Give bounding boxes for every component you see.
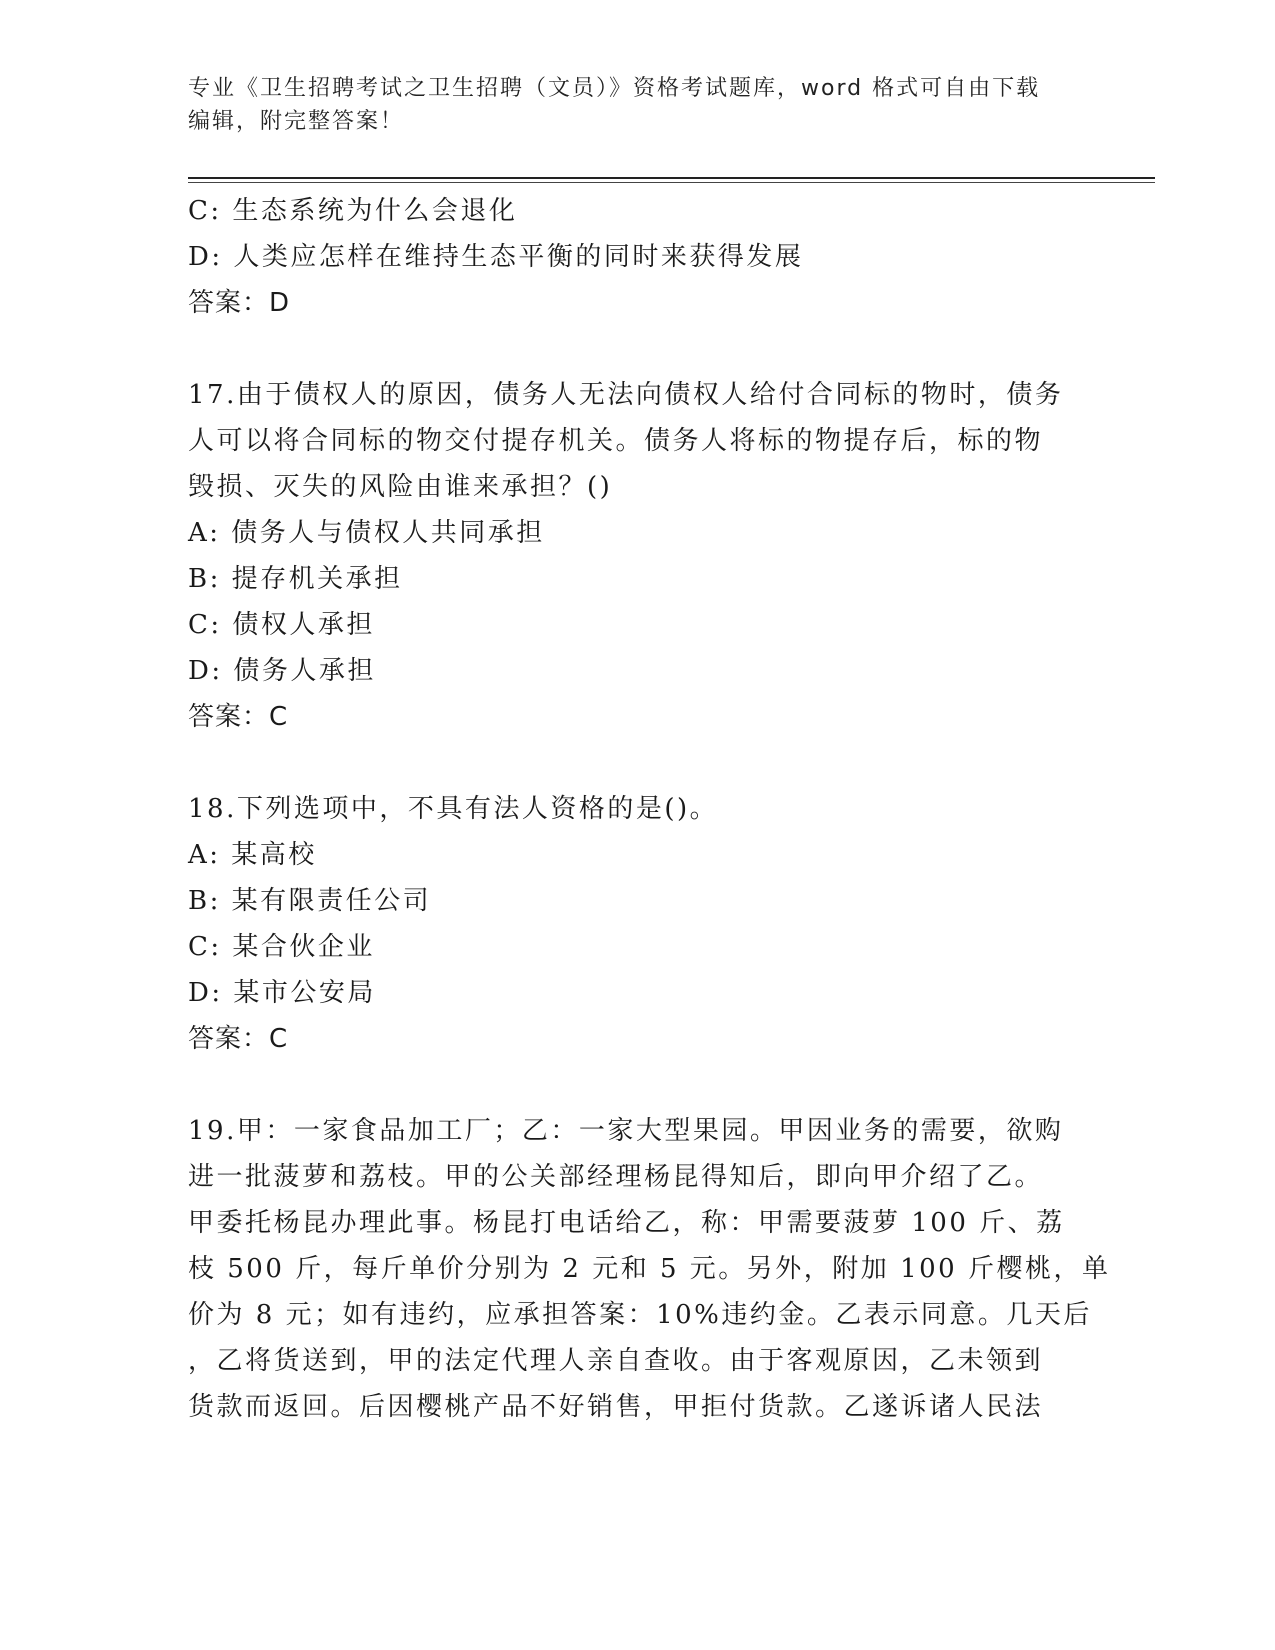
option-a: A: 某高校 (188, 840, 317, 870)
spacer (188, 740, 1088, 786)
document-header (188, 72, 1088, 138)
option-d: D: 债务人承担 (188, 656, 376, 686)
question-stem-line: ，乙将货送到，甲的法定代理人亲自查收。由于客观原因，乙未领到 (188, 1346, 1044, 1376)
spacer (188, 326, 1088, 372)
answer-label: 答案：D (188, 288, 291, 318)
answer-label: 答案：C (188, 702, 289, 732)
question-18 (188, 786, 1088, 1062)
option-c: C: 债权人承担 (188, 610, 375, 640)
question-stem-line: 价为 8 元；如有违约，应承担答案：10%违约金。乙表示同意。几天后 (188, 1300, 1092, 1330)
question-stem-line: 枝 500 斤，每斤单价分别为 2 元和 5 元。另外，附加 100 斤樱桃，单 (188, 1254, 1111, 1284)
option-c: C: 生态系统为什么会退化 (188, 196, 518, 226)
option-b: B: 某有限责任公司 (188, 886, 432, 916)
option-a: A: 债务人与债权人共同承担 (188, 518, 545, 548)
question-17 (188, 372, 1088, 740)
option-d: D: 人类应怎样在维持生态平衡的同时来获得发展 (188, 242, 804, 272)
question-19 (188, 1108, 1111, 1430)
answer-label: 答案：C (188, 1024, 289, 1054)
question-stem-line: 毁损、灭失的风险由谁来承担？() (188, 472, 613, 502)
header-divider-thin (188, 182, 1155, 183)
header-line-2: 编辑，附完整答案！ (188, 109, 405, 134)
header-divider-thick (188, 177, 1155, 179)
header-line-1: 专业《卫生招聘考试之卫生招聘（文员）》资格考试题库，word 格式可自由下载 (188, 76, 1041, 101)
question-stem-line: 17.由于债权人的原因，债务人无法向债权人给付合同标的物时，债务 (188, 380, 1064, 410)
spacer (188, 1062, 1088, 1108)
question-16-continuation (188, 188, 1088, 326)
option-b: B: 提存机关承担 (188, 564, 403, 594)
option-c: C: 某合伙企业 (188, 932, 375, 962)
option-d: D: 某市公安局 (188, 978, 376, 1008)
question-stem-line: 货款而返回。后因樱桃产品不好销售，甲拒付货款。乙遂诉诸人民法 (188, 1392, 1044, 1422)
question-stem-line: 19.甲：一家食品加工厂；乙：一家大型果园。甲因业务的需要，欲购 (188, 1116, 1064, 1146)
question-stem-line: 18.下列选项中，不具有法人资格的是()。 (188, 794, 719, 824)
question-stem-line: 甲委托杨昆办理此事。杨昆打电话给乙，称：甲需要菠萝 100 斤、荔 (188, 1208, 1065, 1238)
question-stem-line: 进一批菠萝和荔枝。甲的公关部经理杨昆得知后，即向甲介绍了乙。 (188, 1162, 1044, 1192)
question-content (188, 188, 1111, 1430)
question-stem-line: 人可以将合同标的物交付提存机关。债务人将标的物提存后，标的物 (188, 426, 1044, 456)
